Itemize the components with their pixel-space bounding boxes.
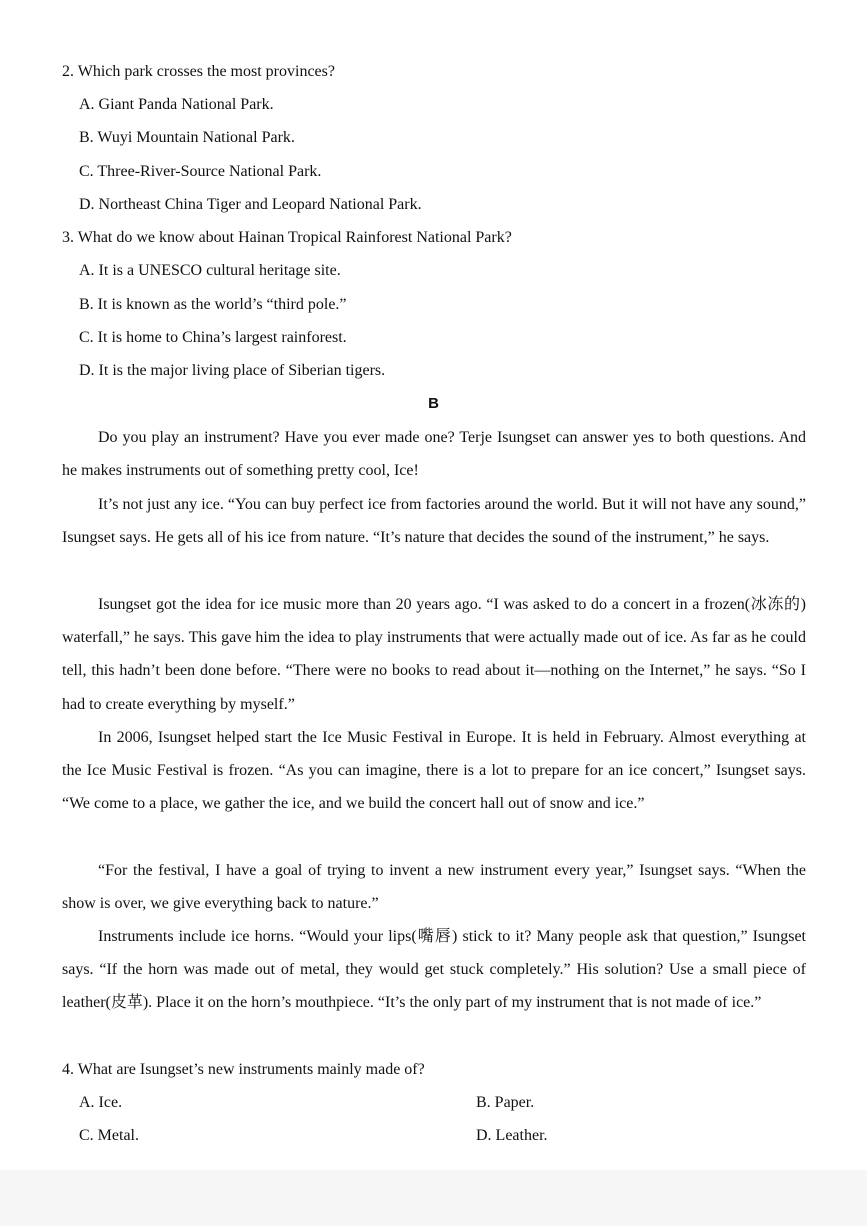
question-3-option-c: C. It is home to China’s largest rainforest. bbox=[79, 329, 347, 346]
section-b-heading: B bbox=[428, 395, 439, 412]
passage-paragraph-3: Isungset got the idea for ice music more than 20 years ago. “I was asked to do a concert in a frozen(冰冻的) waterfall,” he says. This gave him the idea to play instruments that were actually made out of ice. As far as he could tell, this hadn’t been done before. “There were no books to read about it—nothing on the Internet,” he says. “So I had to create everything by myself.” bbox=[62, 596, 806, 713]
question-4-option-a: A. Ice. bbox=[79, 1094, 123, 1111]
question-4-option-c: C. Metal. bbox=[79, 1127, 139, 1144]
question-2-option-c: C. Three-River-Source National Park. bbox=[79, 163, 322, 180]
question-3-option-b: B. It is known as the world’s “third pole.” bbox=[79, 296, 347, 313]
question-2-option-d: D. Northeast China Tiger and Leopard National Park. bbox=[79, 196, 422, 213]
question-4-option-d: D. Leather. bbox=[476, 1127, 548, 1144]
passage-paragraph-5: “For the festival, I have a goal of trying to invent a new instrument every year,” Isungset says. “When the show is over, we give everything back to nature.” bbox=[62, 862, 806, 913]
passage-paragraph-2: It’s not just any ice. “You can buy perfect ice from factories around the world. But it will not have any sound,” Isungset says. He gets all of his ice from nature. “It’s nature that decides the sound of the instrument,” he says. bbox=[62, 496, 806, 547]
question-4-stem: 4. What are Isungset’s new instruments mainly made of? bbox=[62, 1061, 425, 1078]
page-footer-margin bbox=[0, 1170, 867, 1226]
passage-paragraph-1: Do you play an instrument? Have you ever made one? Terje Isungset can answer yes to both questions. And he makes instruments out of something pretty cool, Ice! bbox=[62, 429, 806, 480]
question-2-option-a: A. Giant Panda National Park. bbox=[79, 96, 274, 113]
question-3-option-a: A. It is a UNESCO cultural heritage site. bbox=[79, 262, 341, 279]
question-3-stem: 3. What do we know about Hainan Tropical Rainforest National Park? bbox=[62, 229, 512, 246]
question-2-option-b: B. Wuyi Mountain National Park. bbox=[79, 129, 295, 146]
question-4-option-b: B. Paper. bbox=[476, 1094, 535, 1111]
passage-paragraph-6: Instruments include ice horns. “Would your lips(嘴唇) stick to it? Many people ask that question,” Isungset says. “If the horn was made out of metal, they would get stuck completely.” His solution? Use a small piece of leather(皮革). Place it on the horn’s mouthpiece. “It’s the only part of my instrument that is not made of ice.” bbox=[62, 928, 806, 1012]
question-3-option-d: D. It is the major living place of Siberian tigers. bbox=[79, 362, 386, 379]
question-2-stem: 2. Which park crosses the most provinces? bbox=[62, 63, 335, 80]
passage-paragraph-4: In 2006, Isungset helped start the Ice Music Festival in Europe. It is held in February. Almost everything at the Ice Music Festival is frozen. “As you can imagine, there is a lot to prepare for an ice concert,” Isungset says. “We come to a place, we gather the ice, and we build the concert hall out of snow and ice.” bbox=[62, 729, 806, 813]
